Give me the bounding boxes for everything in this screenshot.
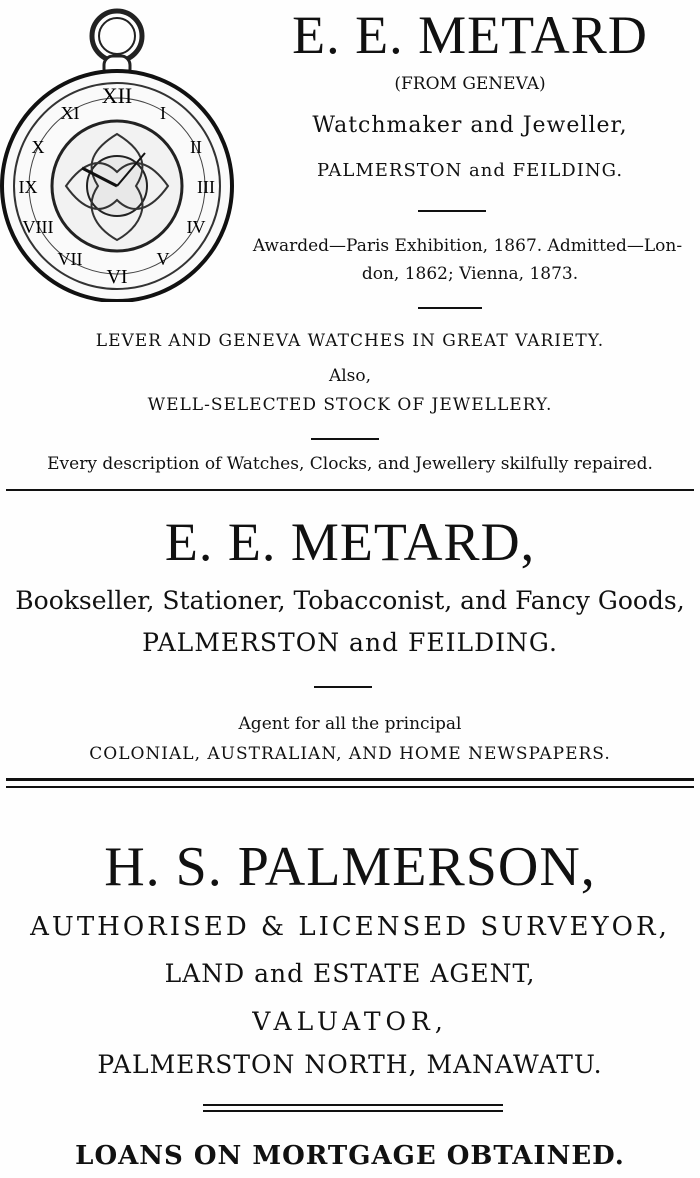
watch-ad-rule-2: [418, 307, 482, 309]
svg-text:XI: XI: [60, 103, 80, 123]
jewellery-stock-line: WELL-SELECTED STOCK OF JEWELLERY.: [147, 395, 553, 415]
watch-ad-rule-1: [418, 210, 486, 212]
repairs-line: Every description of Watches, Clocks, and Jewellery skilfully repaired.: [47, 454, 653, 474]
bookseller-trades-line: Bookseller, Stationer, Tobacconist, and Fancy Goods,: [15, 586, 685, 615]
svg-text:I: I: [160, 103, 166, 123]
palmerston-feilding-line-2: PALMERSTON and FEILDING.: [142, 628, 558, 657]
palmerston-feilding-line-1: PALMERSTON and FEILDING.: [316, 160, 624, 181]
svg-text:IX: IX: [18, 177, 38, 197]
svg-text:III: III: [197, 177, 215, 197]
svg-text:VI: VI: [106, 266, 128, 288]
also-line: Also,: [328, 366, 372, 386]
section-divider-2: [6, 778, 694, 781]
svg-text:II: II: [190, 137, 202, 157]
metard-bookseller-title: E. E. METARD,: [164, 512, 536, 572]
from-geneva-line: (FROM GENEVA): [394, 74, 546, 94]
newspapers-line: COLONIAL, AUSTRALIAN, AND HOME NEWSPAPERS.: [89, 744, 611, 764]
valuator-line: VALUATOR,: [252, 1007, 448, 1036]
land-estate-agent-line: LAND and ESTATE AGENT,: [164, 959, 536, 988]
palmerson-title: H. S. PALMERSON,: [104, 836, 596, 898]
watchmaker-jeweller-line: Watchmaker and Jeweller,: [312, 113, 628, 138]
section-divider-1: [6, 489, 694, 491]
loans-mortgage-line: LOANS ON MORTGAGE OBTAINED.: [75, 1141, 625, 1171]
svg-text:X: X: [31, 137, 45, 157]
agent-line: Agent for all the principal: [238, 714, 462, 734]
svg-text:VIII: VIII: [22, 217, 54, 237]
lever-geneva-watches-line: LEVER AND GENEVA WATCHES IN GREAT VARIETY.: [95, 331, 605, 351]
surveyor-ad-rule-1: [203, 1104, 503, 1106]
metard-watch-title: E. E. METARD: [292, 5, 648, 65]
surveyor-ad-rule-2: [203, 1110, 503, 1112]
svg-text:V: V: [156, 249, 170, 269]
pocket-watch-illustration: [0, 2, 240, 302]
watch-ad-rule-3: [311, 438, 379, 440]
palmerston-north-line: PALMERSTON NORTH, MANAWATU.: [97, 1050, 603, 1079]
surveyor-line: AUTHORISED & LICENSED SURVEYOR,: [30, 912, 670, 942]
svg-text:XII: XII: [101, 83, 133, 108]
awards-line-2: don, 1862; Vienna, 1873.: [361, 264, 579, 284]
section-divider-3: [6, 786, 694, 788]
awards-line-1: Awarded—Paris Exhibition, 1867. Admitted—Lon-: [252, 236, 683, 256]
svg-text:IV: IV: [186, 217, 206, 237]
svg-text:VII: VII: [57, 249, 83, 269]
bookseller-ad-rule: [314, 686, 372, 688]
